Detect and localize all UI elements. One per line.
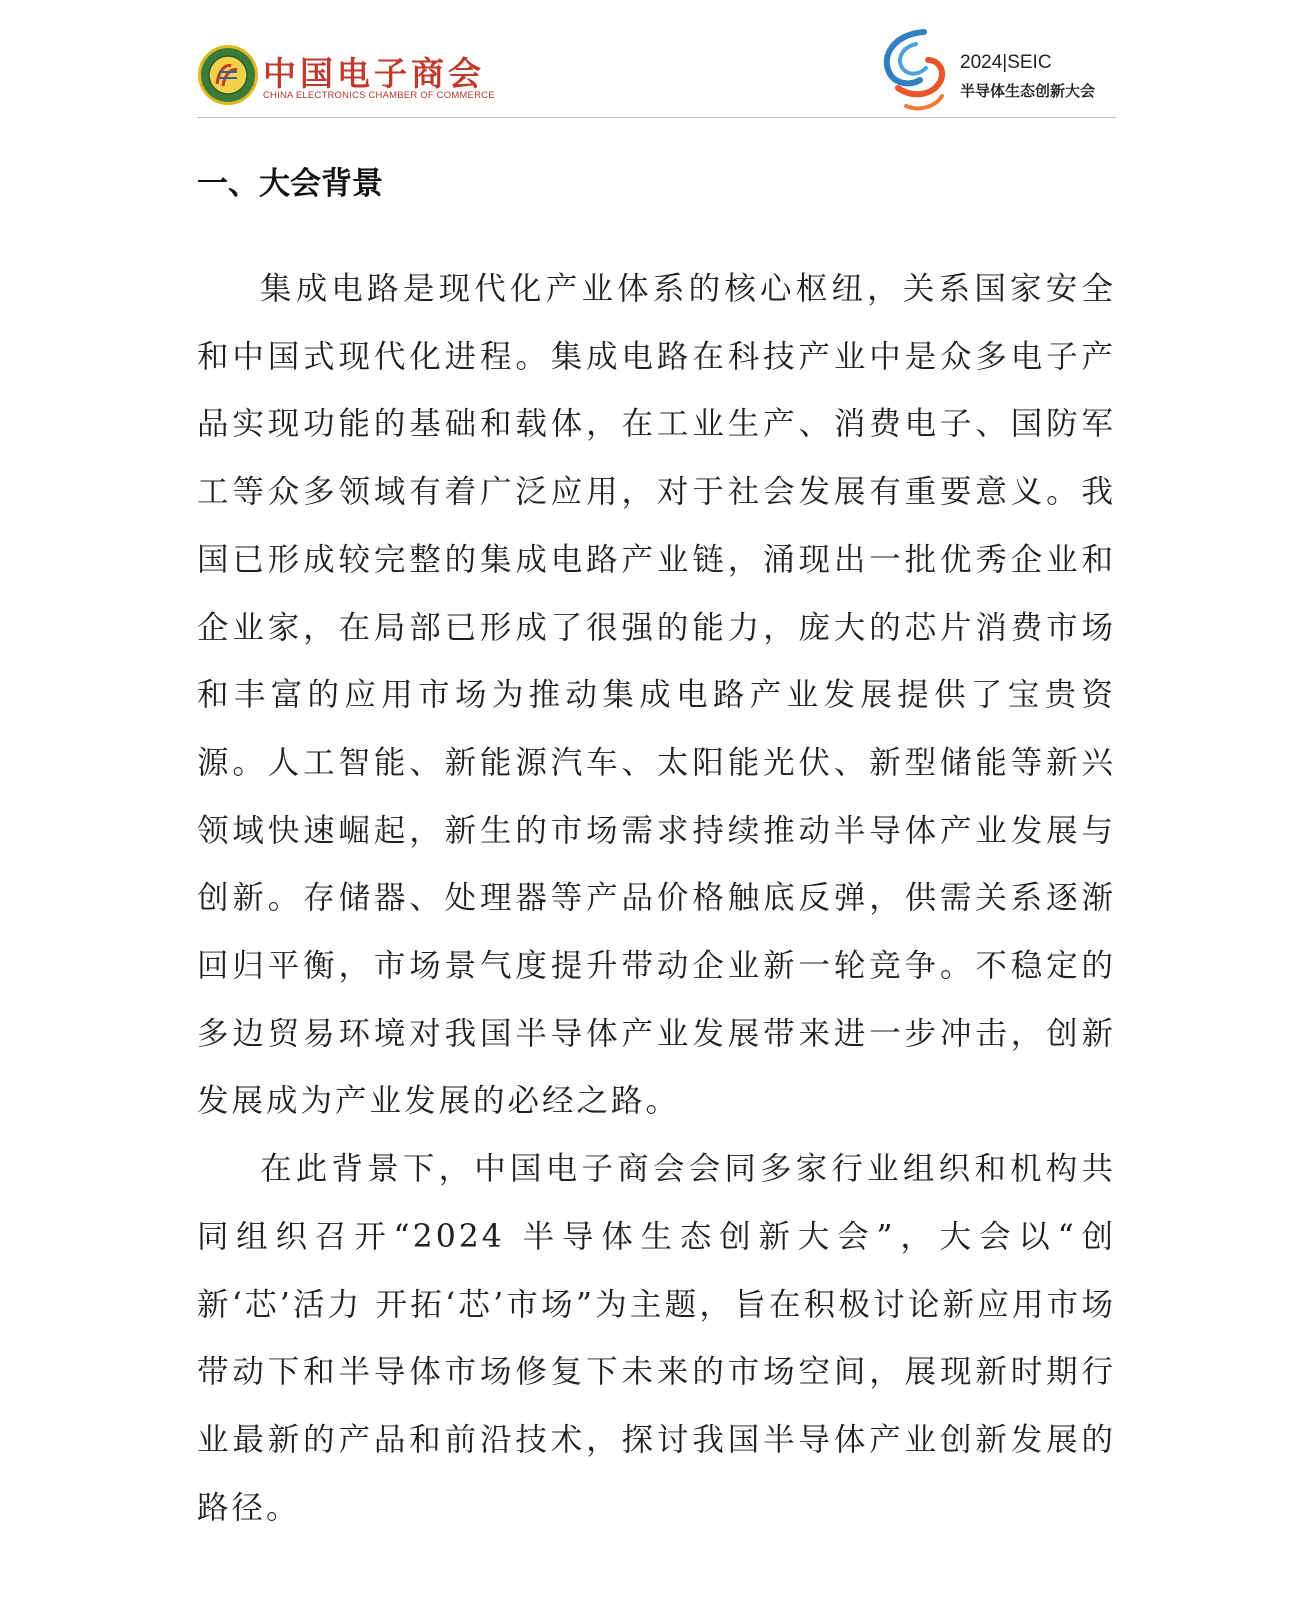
chamber-logo (197, 44, 495, 108)
chamber-seal-icon (197, 44, 259, 106)
event-year-label: 2024|SEIC (960, 52, 1052, 73)
body-text (197, 256, 1116, 1542)
event-name: 半导体生态创新大会 (960, 82, 1096, 100)
paragraph-conference: 在此背景下，中国电子商会会同多家行业组织和机构共同组织召开“2024 半导体生态创新大会”，大会以“创新‘芯’活力 开拓‘芯’市场”为主题，旨在积极讨论新应用市场带动下和半导体市场修复下未来的市场空间，展现新时期行业最新的产品和前沿技术，探讨我国半导体产业创新发展的路径。 (197, 1151, 1116, 1526)
header-divider (197, 117, 1116, 118)
org-name-en: CHINA ELECTRONICS CHAMBER OF COMMERCE (263, 90, 495, 101)
section-title: 一、大会背景 (197, 166, 383, 202)
page-header (197, 20, 1116, 120)
paragraph-background: 集成电路是现代化产业体系的核心枢纽，关系国家安全和中国式现代化进程。集成电路在科技产业中是众多电子产品实现功能的基础和载体，在工业生产、消费电子、国防军工等众多领域有着广泛应用，对于社会发展有重要意义。我国已形成较完整的集成电路产业链，涌现出一批优秀企业和企业家，在局部已形成了很强的能力，庞大的芯片消费市场和丰富的应用市场为推动集成电路产业发展提供了宝贵资源。人工智能、新能源汽车、太阳能光伏、新型储能等新兴领域快速崛起，新生的市场需求持续推动半导体产业发展与创新。存储器、处理器等产品价格触底反弹，供需关系逐渐回归平衡，市场景气度提升带动企业新一轮竞争。不稳定的多边贸易环境对我国半导体产业发展带来进一步冲击，创新发展成为产业发展的必经之路。 (197, 271, 1116, 1120)
seic-swirl-icon (876, 26, 948, 116)
event-logo (876, 26, 1116, 116)
org-name-cn: 中国电子商会 (263, 54, 485, 93)
